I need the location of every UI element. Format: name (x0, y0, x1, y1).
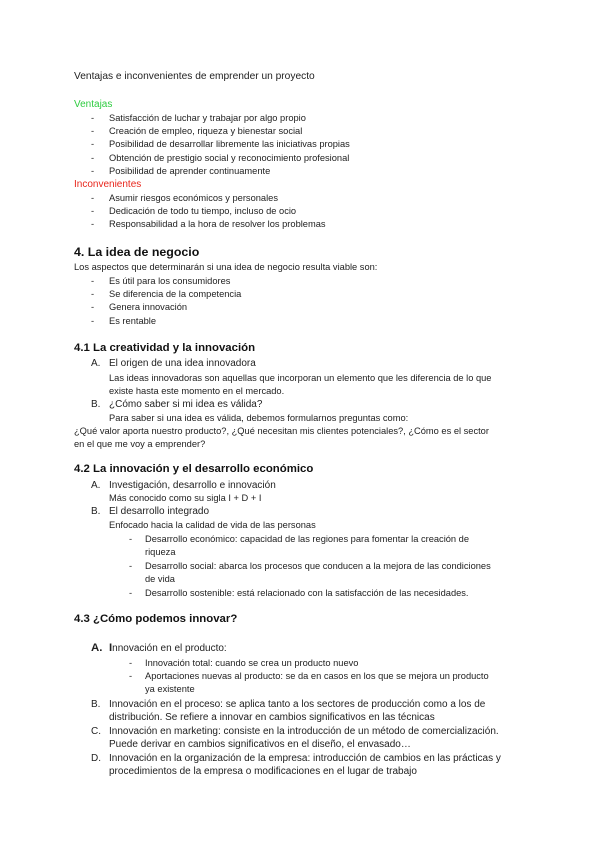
bullet-dash: - (91, 219, 95, 229)
section-4-intro: Los aspectos que determinarán si una idea de negocio resulta viable son: (74, 262, 378, 272)
subsection-title: ¿Cómo saber si mi idea es válida? (109, 399, 263, 410)
item-label: C. (91, 726, 101, 737)
paragraph-line: Las ideas innovadoras son aquellas que incorporan un elemento que les diferencia de lo que (109, 373, 492, 383)
list-item-cont: riqueza (145, 547, 176, 557)
list-item: Responsabilidad a la hora de resolver los problemas (109, 219, 326, 229)
paragraph-line: Para saber si una idea es válida, debemos formularnos preguntas como: (109, 413, 409, 423)
item-label: B. (91, 506, 101, 517)
list-item: Asumir riesgos económicos y personales (109, 193, 278, 203)
list-item: Obtención de prestigio social y reconocimiento profesional (109, 153, 350, 163)
item-label: B. (91, 399, 101, 410)
list-item: Es rentable (109, 316, 157, 326)
list-item-cont: de vida (145, 574, 175, 584)
bullet-dash: - (91, 206, 95, 216)
title-initial: I (109, 642, 113, 654)
paragraph-line: Innovación en marketing: consiste en la introducción de un método de comercialización. (109, 726, 499, 737)
list-item: Desarrollo social: abarca los procesos que conducen a la mejora de las condiciones (145, 561, 491, 571)
list-item: Se diferencia de la competencia (109, 289, 242, 299)
subsection-title (109, 642, 227, 655)
subsection-title: El origen de una idea innovadora (109, 358, 256, 369)
paragraph-line: Puede derivar en cambios significativos en el diseño, el envasado… (109, 739, 411, 750)
bullet-dash: - (91, 139, 95, 149)
bullet-dash: - (91, 302, 95, 312)
list-item: Es útil para los consumidores (109, 276, 231, 286)
list-item: Aportaciones nuevas al producto: se da en casos en los que se mejora un producto (145, 671, 489, 681)
item-label: A. (91, 642, 103, 654)
item-label: A. (91, 358, 101, 369)
paragraph-line: Más conocido como su sigla I + D + I (109, 493, 262, 503)
paragraph-line: distribución. Se refiere a innovar en cambios significativos en las técnicas (109, 712, 435, 723)
section-4-1-heading: 4.1 La creatividad y la innovación (74, 342, 256, 354)
ventajas-heading: Ventajas (74, 99, 113, 110)
paragraph-line: en el que me voy a emprender? (74, 439, 206, 449)
bullet-dash: - (91, 289, 95, 299)
doc-title: Ventajas e inconvenientes de emprender un proyecto (74, 71, 315, 82)
bullet-dash: - (129, 534, 133, 544)
paragraph-line: ¿Qué valor aporta nuestro producto?, ¿Qué necesitan mis clientes potenciales?, ¿Cómo es el sector (74, 426, 489, 436)
list-item-cont: ya existente (145, 684, 195, 694)
list-item: Creación de empleo, riqueza y bienestar social (109, 126, 303, 136)
bullet-dash: - (91, 153, 95, 163)
section-4-heading: 4. La idea de negocio (74, 245, 200, 259)
bullet-dash: - (91, 193, 95, 203)
bullet-dash: - (129, 588, 133, 598)
list-item: Satisfacción de luchar y trabajar por algo propio (109, 113, 306, 123)
bullet-dash: - (129, 561, 133, 571)
bullet-dash: - (91, 126, 95, 136)
list-item: Desarrollo sostenible: está relacionado con la satisfacción de las necesidades. (145, 588, 469, 598)
list-item: Innovación total: cuando se crea un producto nuevo (145, 658, 359, 668)
list-item: Posibilidad de aprender continuamente (109, 166, 271, 176)
bullet-dash: - (91, 113, 95, 123)
section-4-3-heading: 4.3 ¿Cómo podemos innovar? (74, 613, 238, 625)
bullet-dash: - (129, 658, 133, 668)
list-item: Desarrollo económico: capacidad de las regiones para fomentar la creación de (145, 534, 470, 544)
list-item: Posibilidad de desarrollar libremente las iniciativas propias (109, 139, 350, 149)
subsection-title: Investigación, desarrollo e innovación (109, 480, 276, 491)
paragraph-line: procedimientos de la empresa o modificaciones en el lugar de trabajo (109, 766, 417, 777)
list-item: Genera innovación (109, 302, 188, 312)
inconvenientes-heading: Inconvenientes (74, 179, 142, 190)
paragraph-line: Innovación en la organización de la empresa: introducción de cambios en las prácticas y (109, 753, 501, 764)
paragraph-line: Enfocado hacia la calidad de vida de las personas (109, 520, 316, 530)
paragraph-line: existe hasta este momento en el mercado. (109, 386, 285, 396)
list-item: Dedicación de todo tu tiempo, incluso de ocio (109, 206, 297, 216)
subsection-title: El desarrollo integrado (109, 506, 210, 517)
item-label: B. (91, 699, 101, 710)
paragraph-line: Innovación en el proceso: se aplica tanto a los sectores de producción como a los de (109, 699, 486, 710)
bullet-dash: - (91, 316, 95, 326)
item-label: D. (91, 753, 101, 764)
item-label: A. (91, 480, 101, 491)
section-4-2-heading: 4.2 La innovación y el desarrollo económico (74, 463, 314, 475)
bullet-dash: - (129, 671, 133, 681)
bullet-dash: - (91, 166, 95, 176)
title-rest: nnovación en el producto: (112, 643, 227, 654)
bullet-dash: - (91, 276, 95, 286)
